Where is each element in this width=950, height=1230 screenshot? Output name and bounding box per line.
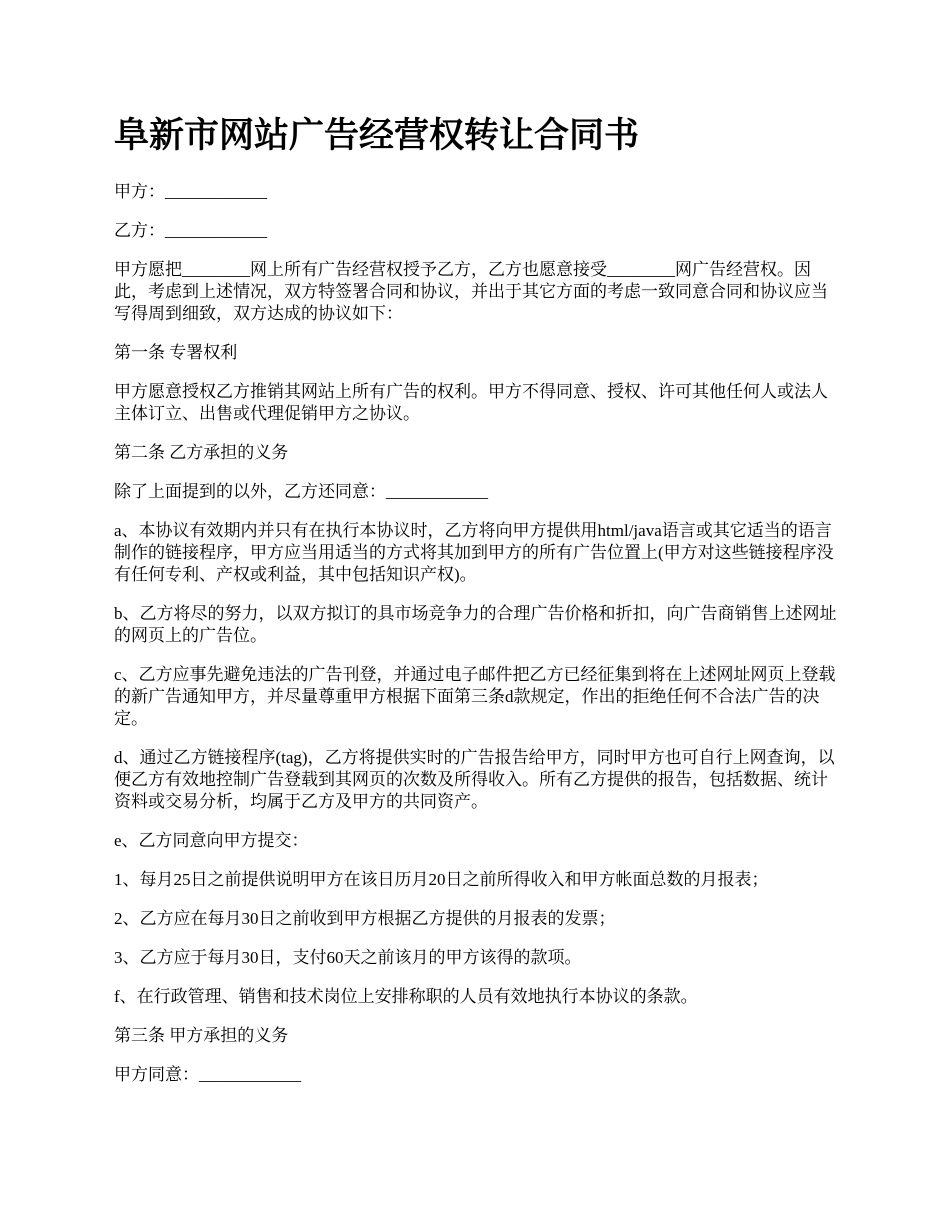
article-2-intro: 除了上面提到的以外，乙方还同意：____________ (114, 482, 488, 501)
article-1-heading: 第一条 专署权利 (114, 343, 238, 362)
party-b-line: 乙方：____________ (114, 221, 267, 240)
clause-e-item-3: 3、乙方应于每月30日，支付60天之前该月的甲方该得的款项。 (114, 948, 582, 967)
clause-e-item-1: 1、每月25日之前提供说明甲方在该日历月20日之前所得收入和甲方帐面总数的月报表； (114, 870, 769, 889)
clause-a: a、本协议有效期内并只有在执行本协议时，乙方将向甲方提供用html/java语言或其它适当的语言制作的链接程序，甲方应当用适当的方式将其加到甲方的所有广告位置上(甲方对这些链接程序没有任何专利、产权或利益，其中包括知识产权)。 (114, 521, 834, 584)
clause-b: b、乙方将尽的努力，以双方拟订的具市场竞争力的合理广告价格和折扣，向广告商销售上述网址的网页上的广告位。 (114, 604, 837, 645)
clause-e-item-2: 2、乙方应在每月30日之前收到甲方根据乙方提供的月报表的发票； (114, 909, 616, 928)
article-1-body: 甲方愿意授权乙方推销其网站上所有广告的权利。甲方不得同意、授权、许可其他任何人或法人主体订立、出售或代理促销甲方之协议。 (114, 382, 828, 423)
article-3-intro: 甲方同意：____________ (114, 1065, 301, 1084)
clause-d: d、通过乙方链接程序(tag)，乙方将提供实时的广告报告给甲方，同时甲方也可自行上网查询，以便乙方有效地控制广告登载到其网页的次数及所得收入。所有乙方提供的报告，包括数据、统计资料或交易分析，均属于乙方及甲方的共同资产。 (114, 748, 835, 811)
document-title: 阜新市网站广告经营权转让合同书 (114, 116, 640, 156)
preamble-paragraph: 甲方愿把________网上所有广告经营权授予乙方，乙方也愿意接受________网广告经营权。因此，考虑到上述情况，双方特签署合同和协议，并出于其它方面的考虑一致同意合同和协议应当写得周到细致，双方达成的协议如下： (114, 260, 828, 323)
clause-f: f、在行政管理、销售和技术岗位上安排称职的人员有效地执行本协议的条款。 (114, 987, 698, 1006)
article-3-heading: 第三条 甲方承担的义务 (114, 1026, 289, 1045)
clause-c: c、乙方应事先避免违法的广告刊登，并通过电子邮件把乙方已经征集到将在上述网址网页上登载的新广告通知甲方，并尽量尊重甲方根据下面第三条d款规定，作出的拒绝任何不合法广告的决定。 (114, 665, 836, 728)
clause-e: e、乙方同意向甲方提交： (114, 831, 309, 850)
article-2-heading: 第二条 乙方承担的义务 (114, 443, 289, 462)
party-a-line: 甲方：____________ (114, 182, 267, 201)
